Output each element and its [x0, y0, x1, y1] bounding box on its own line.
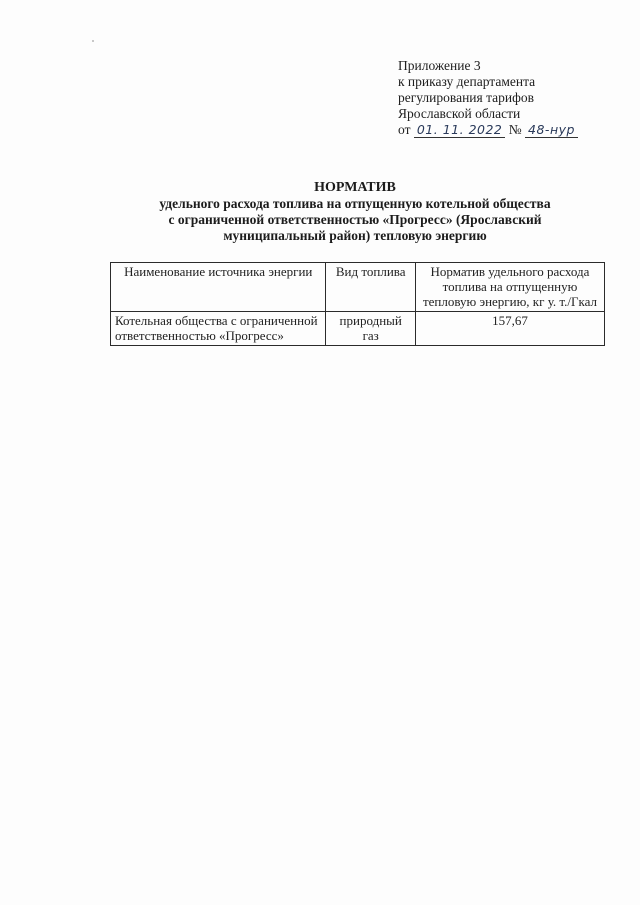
handwritten-number: 48-нур	[525, 123, 578, 138]
table-row	[111, 312, 605, 346]
table-header-row	[111, 263, 605, 312]
appendix-line: Ярославской области	[398, 106, 521, 121]
header-norm: Норматив удельного расхода топлива на отпущенную тепловую энергию, кг у. т./Гкал	[415, 263, 604, 312]
order-reference	[398, 122, 608, 138]
appendix-line: Приложение 3	[398, 58, 481, 73]
cell-fuel: природный газ	[326, 312, 415, 346]
number-label: №	[508, 122, 522, 137]
handwritten-date: 01. 11. 2022	[414, 123, 506, 138]
title-line: удельного расхода топлива на отпущенную котельной общества	[159, 196, 551, 211]
cell-source: Котельная общества с ограниченной ответственностью «Прогресс»	[111, 312, 326, 346]
document-title	[110, 180, 600, 244]
appendix-line: к приказу департамента	[398, 74, 536, 89]
appendix-block	[398, 58, 608, 138]
appendix-line: регулирования тарифов	[398, 90, 535, 105]
scan-speck	[92, 40, 94, 42]
title-line: с ограниченной ответственностью «Прогресс» (Ярославский	[168, 212, 542, 227]
cell-norm: 157,67	[415, 312, 604, 346]
header-source: Наименование источника энергии	[111, 263, 326, 312]
title-line: муниципальный район) тепловую энергию	[223, 228, 487, 243]
norm-table	[110, 262, 605, 346]
header-fuel: Вид топлива	[326, 263, 415, 312]
title-main: НОРМАТИВ	[314, 180, 396, 195]
from-label: от	[398, 122, 411, 137]
